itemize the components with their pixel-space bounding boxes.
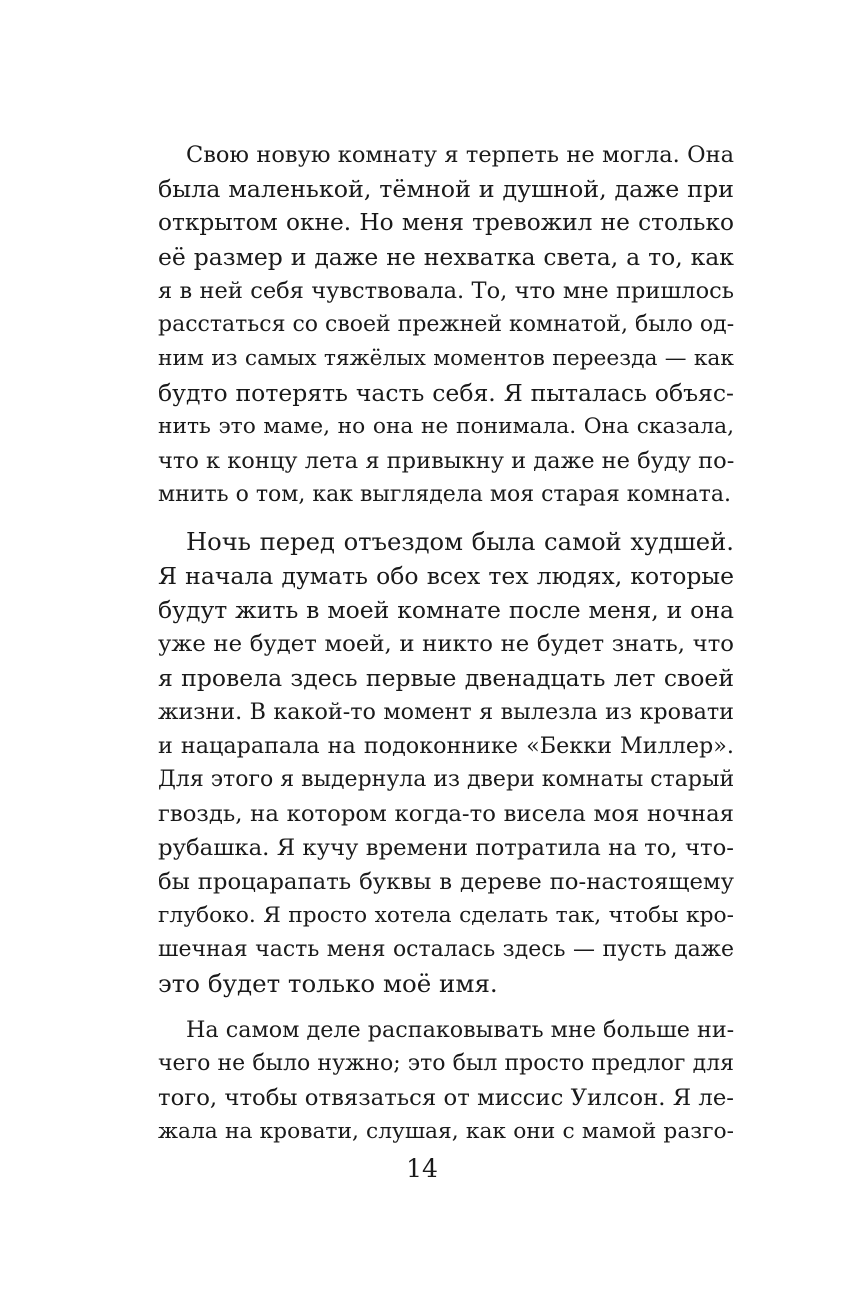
text-line: будут жить в моей комнате после меня, и она: [158, 595, 734, 624]
paragraph: [158, 525, 734, 1002]
text-line: я в ней себя чувствовала. То, что мне пришлось: [158, 278, 734, 305]
text-line: Для этого я выдернула из двери комнаты старый: [158, 766, 735, 792]
text-line: ним из самых тяжёлых моментов переезда — как: [158, 346, 734, 372]
paragraph: [158, 138, 734, 513]
text-line: мнить о том, как выглядела моя старая комната.: [158, 482, 731, 508]
text-line: Свою новую комнату я терпеть не могла. Она: [186, 142, 734, 168]
text-line: уже не будет моей, и никто не будет знать, что: [158, 630, 734, 657]
text-line: что к концу лета я привыкну и даже не буду по-: [158, 448, 735, 475]
text-line: На самом деле распаковывать мне больше ни-: [186, 1017, 735, 1044]
text-line: расстаться со своей прежней комнатой, было од-: [158, 312, 735, 338]
text-line: того, чтобы отвязаться от миссис Уилсон. Я ле-: [158, 1085, 734, 1112]
text-line: жала на кровати, слушая, как они с мамой разго-: [158, 1119, 734, 1145]
text-line: гвоздь, на котором когда-то висела моя ночная: [158, 800, 734, 827]
text-line: глубоко. Я просто хотела сделать так, чтобы кро-: [158, 903, 734, 929]
text-line: Я начала думать обо всех тех людях, которые: [158, 561, 734, 590]
text-line: шечная часть меня осталась здесь — пусть даже: [158, 937, 734, 963]
text-line: чего не было нужно; это был просто предлог для: [158, 1051, 734, 1077]
text-line: бы процарапать буквы в дереве по-настоящему: [158, 868, 734, 895]
text-line: Ночь перед отъездом была самой худшей.: [186, 526, 734, 556]
text-line: рубашка. Я кучу времени потратила на то, что-: [158, 834, 734, 861]
paragraph-gap: [158, 1001, 734, 1013]
text-line: открытом окне. Но меня тревожил не столько: [158, 209, 734, 237]
paragraph-gap: [158, 513, 734, 525]
text-line: её размер и даже не нехватка света, а то, как: [158, 243, 734, 272]
page-number: 14: [406, 1154, 438, 1183]
text-line: жизни. В какой-то момент я вылезла из кровати: [158, 698, 734, 725]
text-line: и нацарапала на подоконнике «Бекки Миллер».: [158, 732, 734, 759]
text-line: будто потерять часть себя. Я пыталась объяс-: [158, 379, 734, 408]
text-line: нить это маме, но она не понимала. Она сказала,: [158, 414, 734, 440]
text-line: это будет только моё имя.: [158, 969, 498, 999]
text-line: была маленькой, тёмной и душной, даже при: [158, 175, 734, 204]
text-line: я провела здесь первые двенадцать лет своей: [158, 663, 734, 692]
paragraph: [158, 1013, 734, 1149]
body-text: [158, 138, 734, 1149]
